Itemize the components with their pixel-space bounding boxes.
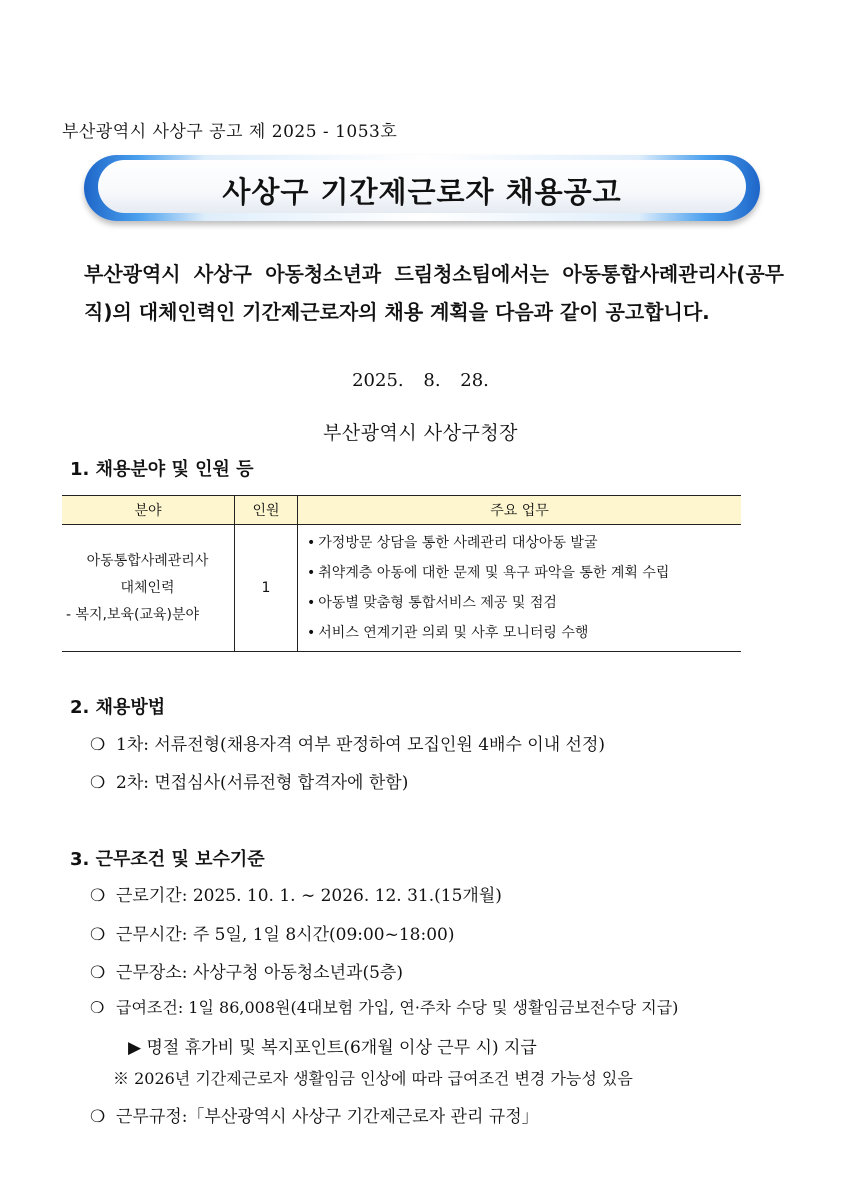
list-item-text: 근무시간: 주 5일, 1일 8시간(09:00~18:00) [116,925,455,945]
notice-date: 2025. 8. 28. [352,370,489,391]
list-item [90,958,403,983]
intro-paragraph: 부산광역시 사상구 아동청소년과 드림청소팀에서는 아동통합사례관리사(공무직)의 대체인력인 기간제근로자의 채용 계획을 다음과 같이 공고합니다. [84,262,784,324]
circle-bullet-icon: ❍ [90,925,106,945]
table-header-row [62,496,741,525]
sub-item: ▶ 명절 휴가비 및 복지포인트(6개월 이상 근무 시) 지급 [128,1038,537,1058]
field-cell [62,525,235,652]
list-item [90,768,408,793]
list-item [90,1102,539,1127]
list-item-text: 근로기간: 2025. 10. 1. ∼ 2026. 12. 31.(15개월) [116,886,502,906]
duty-item: • 서비스 연계기관 의뢰 및 사후 모니터링 수행 [307,618,740,648]
field-line: - 복지,보육(교육)분야 [66,606,200,623]
circle-bullet-icon: ❍ [90,1107,106,1127]
header-field: 분야 [62,496,235,525]
list-item [90,881,502,906]
list-item-text: 근무장소: 사상구청 아동청소년과(5층) [116,963,403,983]
section2-heading: 2. 채용방법 [70,697,166,718]
count-cell: 1 [235,525,298,652]
duty-item: • 취약계층 아동에 대한 문제 및 욕구 파악을 통한 계획 수립 [307,558,740,588]
field-line: 아동통합사례관리사 [86,552,209,569]
list-item-text: 1차: 서류전형(채용자격 여부 판정하여 모집인원 4배수 이내 선정) [116,735,605,755]
section3-heading: 3. 근무조건 및 보수기준 [70,849,265,870]
circle-bullet-icon: ❍ [90,735,106,755]
field-line: 대체인력 [120,579,175,596]
duties-cell [298,525,742,652]
list-item [90,995,678,1018]
duty-item: • 아동별 맞춤형 통합서비스 제공 및 점검 [307,588,740,618]
notice-number: 부산광역시 사상구 공고 제 2025 - 1053호 [62,122,398,142]
title-banner [84,155,760,221]
circle-bullet-icon: ❍ [90,886,106,906]
recruitment-table [62,495,741,652]
note: ※ 2026년 기간제근로자 생활임금 인상에 따라 급여조건 변경 가능성 있음 [113,1069,633,1088]
list-item-text: 근무규정:「부산광역시 사상구 기간제근로자 관리 규정」 [116,1107,539,1127]
list-item [90,920,454,945]
circle-bullet-icon: ❍ [90,998,105,1017]
table-row [62,525,741,652]
circle-bullet-icon: ❍ [90,773,106,793]
list-item [90,730,605,755]
list-item-text: 급여조건: 1일 86,008원(4대보험 가입, 연·주차 수당 및 생활임금보전수당 지급) [116,998,679,1017]
header-count: 인원 [235,496,298,525]
page-title: 사상구 기간제근로자 채용공고 [222,175,622,209]
section1-heading: 1. 채용분야 및 인원 등 [70,459,254,480]
header-duties: 주요 업무 [298,496,742,525]
duty-item: • 가정방문 상담을 통한 사례관리 대상아동 발굴 [307,528,740,558]
signer: 부산광역시 사상구청장 [322,422,519,444]
circle-bullet-icon: ❍ [90,963,106,983]
list-item-text: 2차: 면접심사(서류전형 합격자에 한함) [116,773,409,793]
